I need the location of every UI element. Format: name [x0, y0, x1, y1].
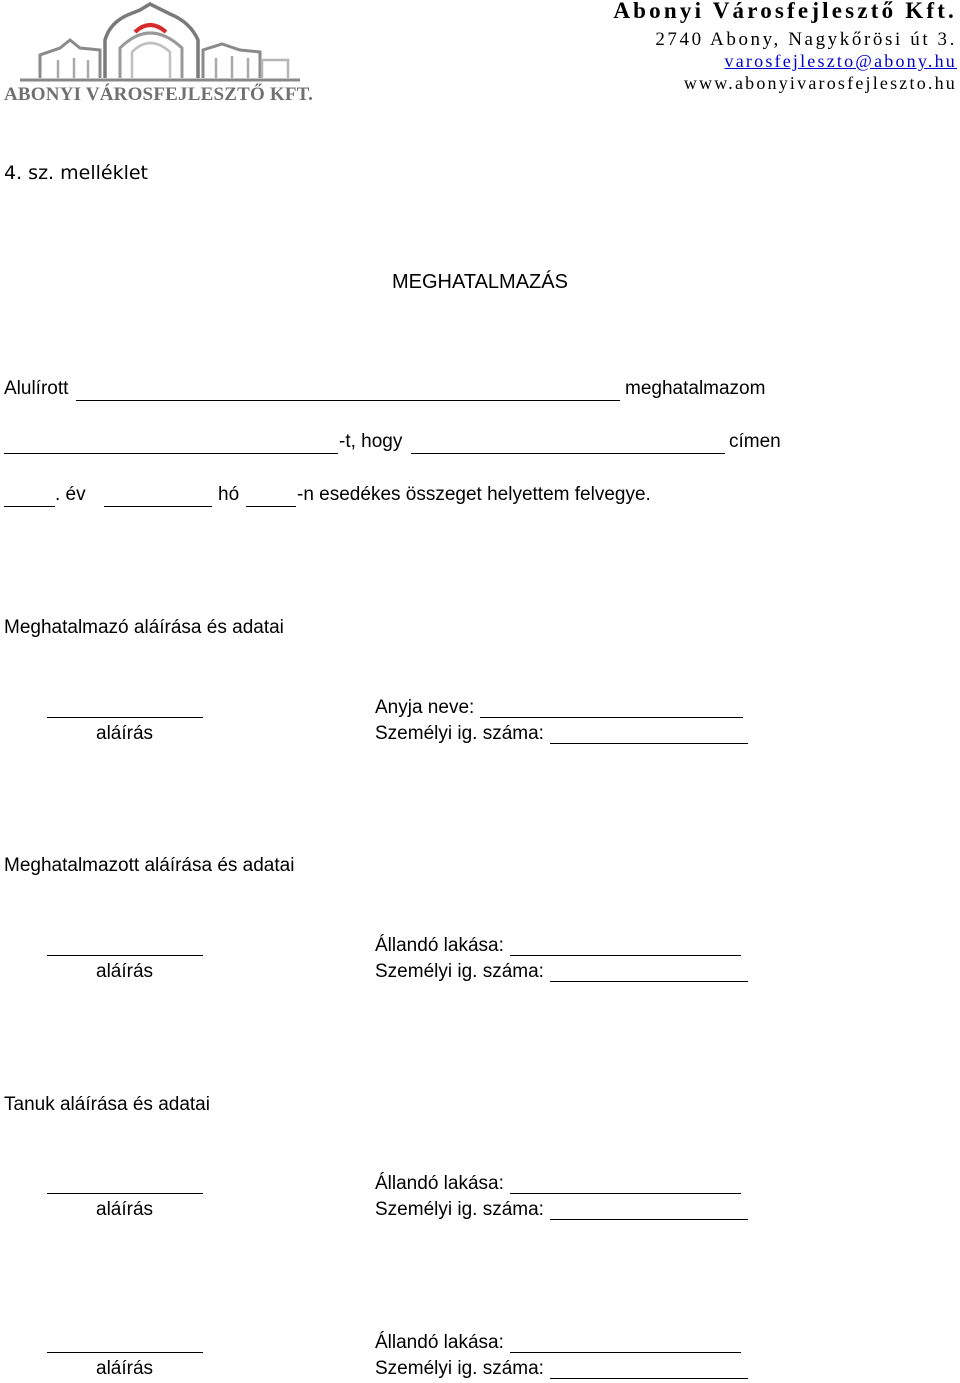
blank-day[interactable] [246, 506, 296, 507]
permanent-address-label: Állandó lakása: [375, 935, 504, 956]
signature-label: aláírás [96, 1358, 154, 1379]
permanent-address-line[interactable] [510, 955, 741, 956]
signature-label: aláírás [96, 723, 154, 744]
id-number-label: Személyi ig. száma: [375, 1358, 544, 1379]
month-label: hó [218, 484, 240, 505]
id-number-label: Személyi ig. száma: [375, 723, 544, 744]
signature-line[interactable] [47, 1193, 203, 1194]
permanent-address-line[interactable] [510, 1352, 741, 1353]
id-number-line[interactable] [550, 1219, 748, 1220]
authorize-label: meghatalmazom [625, 378, 766, 399]
signature-line[interactable] [47, 955, 203, 956]
id-number-line[interactable] [550, 1378, 748, 1379]
permanent-address-label: Állandó lakása: [375, 1173, 504, 1194]
permanent-address-label: Állandó lakása: [375, 1332, 504, 1353]
company-email-link[interactable]: varosfejleszto@abony.hu [724, 51, 957, 71]
id-number-line[interactable] [550, 743, 748, 744]
company-website: www.abonyivarosfejleszto.hu [683, 73, 957, 93]
blank-authorized-name[interactable] [4, 453, 338, 454]
blank-address[interactable] [411, 453, 725, 454]
year-label: . év [55, 484, 86, 505]
company-address: 2740 Abony, Nagykőrösi út 3. [655, 29, 957, 50]
mother-name-line[interactable] [480, 717, 743, 718]
id-number-label: Személyi ig. száma: [375, 961, 544, 982]
section-heading: Meghatalmazott aláírása és adatai [4, 855, 295, 876]
section-heading: Tanuk aláírása és adatai [4, 1094, 210, 1115]
blank-year[interactable] [4, 506, 55, 507]
id-number-label: Személyi ig. száma: [375, 1199, 544, 1220]
document-title: MEGHATALMAZÁS [392, 271, 568, 293]
signature-label: aláírás [96, 1199, 154, 1220]
payment-text: -n esedékes összeget helyettem felvegye. [297, 484, 651, 505]
signature-label: aláírás [96, 961, 154, 982]
company-name: Abonyi Városfejlesztő Kft. [613, 0, 957, 23]
annex-label: 4. sz. melléklet [4, 162, 148, 184]
mother-name-label: Anyja neve: [375, 697, 475, 718]
undersigned-label: Alulírott [4, 378, 69, 399]
cimen-label: címen [729, 431, 781, 452]
logo-text: ABONYI VÁROSFEJLESZTŐ KFT. [4, 84, 314, 105]
blank-authorizer-name[interactable] [76, 400, 620, 401]
section-heading: Meghatalmazó aláírása és adatai [4, 617, 284, 638]
signature-line[interactable] [47, 717, 203, 718]
blank-month[interactable] [104, 506, 212, 507]
id-number-line[interactable] [550, 981, 748, 982]
signature-line[interactable] [47, 1352, 203, 1353]
t-hogy-label: -t, hogy [339, 431, 403, 452]
permanent-address-line[interactable] [510, 1193, 741, 1194]
